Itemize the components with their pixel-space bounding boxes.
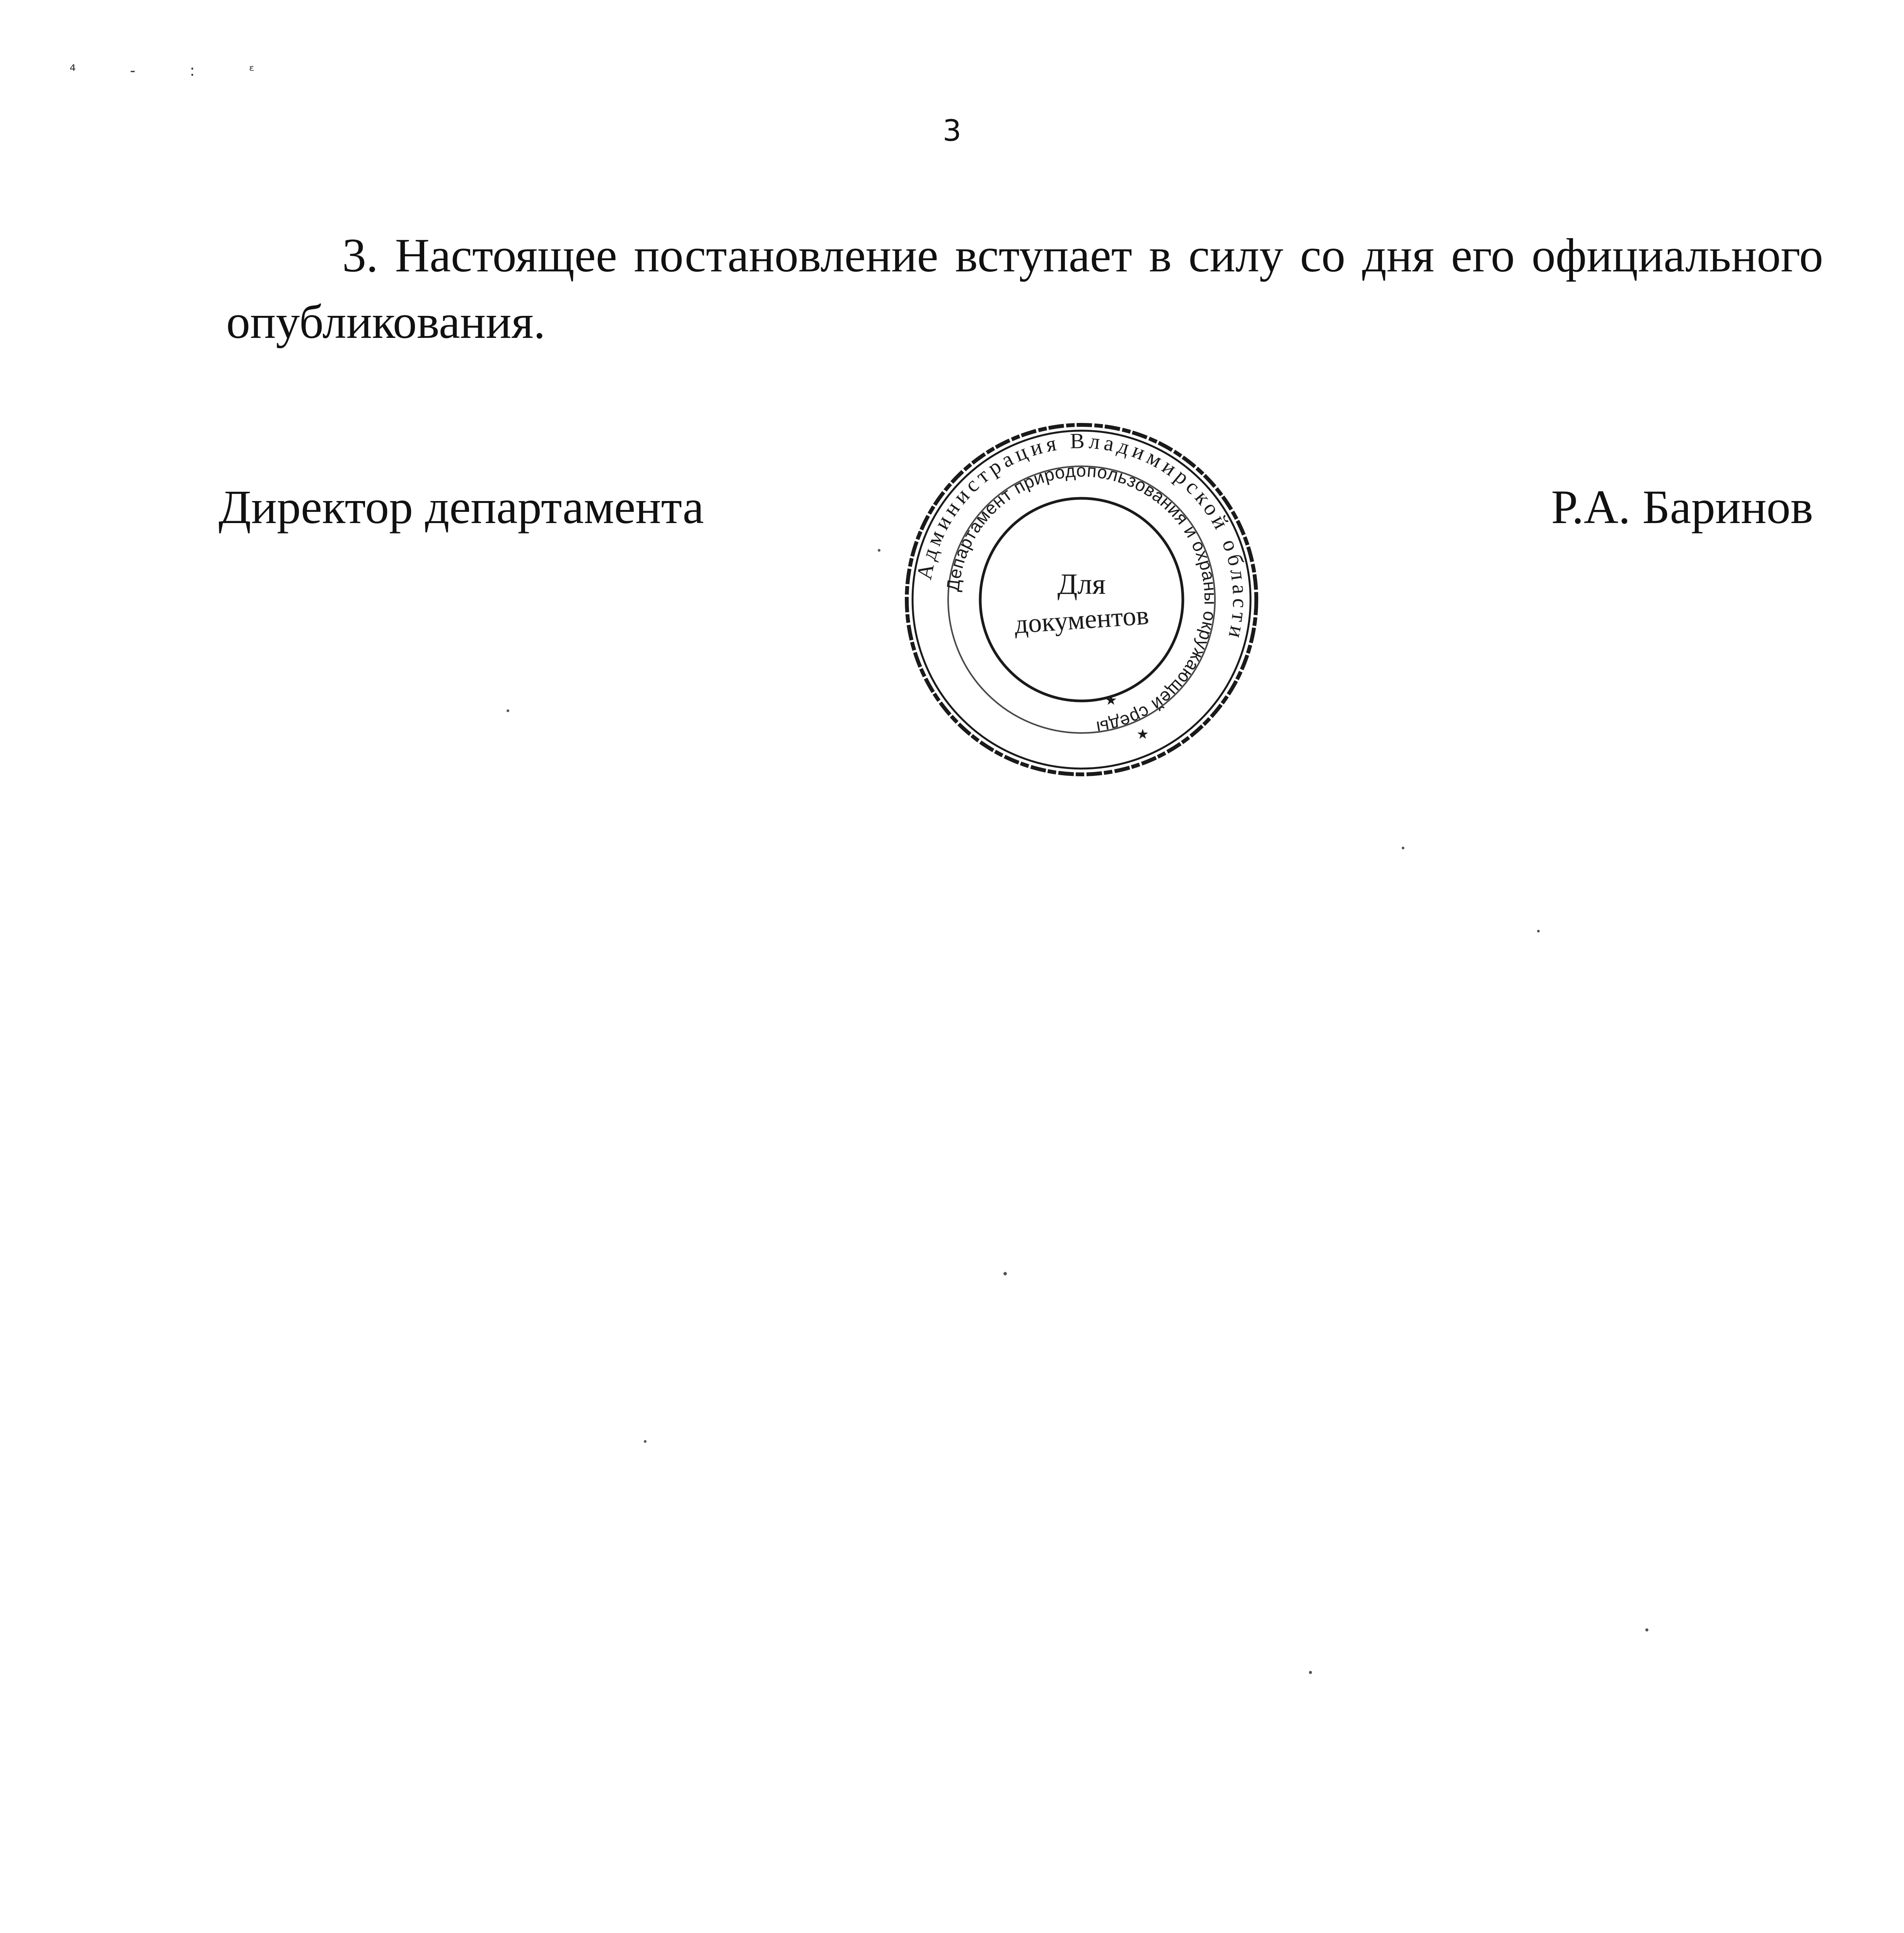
page-number: 3 [942, 113, 962, 148]
svg-text:★: ★ [1105, 692, 1117, 708]
scan-speck [1309, 1671, 1312, 1674]
scan-speck [644, 1440, 647, 1443]
official-seal [900, 418, 1263, 781]
scan-speck [1645, 1628, 1648, 1631]
scan-speck [1537, 930, 1540, 932]
scan-speck [878, 549, 880, 552]
scan-speck [1402, 847, 1404, 849]
seal-center-line-2: документов [1013, 600, 1150, 640]
seal-outer-text: Администрация Владимирской области [912, 429, 1252, 644]
scan-artifact-marks: ⁴-:ᵋ [70, 62, 309, 80]
svg-text:★: ★ [1136, 726, 1149, 742]
seal-inner-text: Департамент природопользования и охраны окружающей среды [942, 460, 1221, 738]
signatory-name: Р.А. Баринов [1551, 481, 1813, 534]
body-paragraph: 3. Настоящее постановление вступает в силу со дня его официального опубликования. [226, 229, 1823, 348]
scan-speck [1003, 1272, 1007, 1275]
scan-speck [507, 709, 509, 712]
seal-center-line-1: Для [1057, 568, 1106, 600]
signatory-title: Директор департамента [218, 481, 704, 534]
